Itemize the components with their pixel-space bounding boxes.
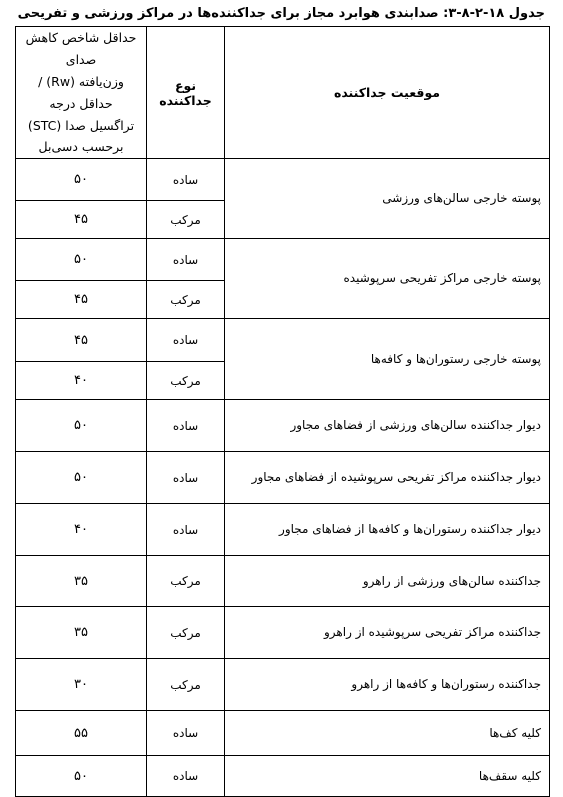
cell-location: کلیه سقف‌ها [225,756,550,797]
header-min-line3: تراگسیل صدا (STC) [27,117,135,133]
cell-min-value: ۳۵ [16,607,147,659]
header-min-line4: برحسب دسی‌بل [38,139,124,155]
cell-location: دیوار جداکننده رستوران‌ها و کافه‌ها از فضاهای مجاور [225,504,550,556]
cell-location: پوسته خارجی مراکز تفریحی سرپوشیده [225,239,550,319]
cell-type: ساده [147,756,225,797]
cell-min-value: ۵۰ [16,452,147,504]
cell-type: مرکب [147,281,225,319]
cell-min-value: ۴۰ [16,504,147,556]
table-row [16,756,550,797]
cell-location: کلیه کف‌ها [225,711,550,756]
cell-type: ساده [147,504,225,556]
cell-location: دیوار جداکننده سالن‌های ورزشی از فضاهای مجاور [225,400,550,452]
sound-insulation-table [15,26,550,797]
cell-min-value: ۵۰ [16,159,147,201]
cell-location: جداکننده رستوران‌ها و کافه‌ها از راهرو [225,659,550,711]
cell-type: ساده [147,319,225,362]
table-row [16,711,550,756]
cell-type: ساده [147,711,225,756]
cell-type: مرکب [147,659,225,711]
table-row [16,400,550,452]
header-row [16,27,550,159]
header-min-index [16,27,147,159]
cell-location: پوسته خارجی سالن‌های ورزشی [225,159,550,239]
table-row [16,556,550,607]
table-row [16,239,550,281]
cell-location: جداکننده مراکز تفریحی سرپوشیده از راهرو [225,607,550,659]
table-body [16,159,550,797]
table-row [16,159,550,201]
cell-location: جداکننده سالن‌های ورزشی از راهرو [225,556,550,607]
table-row [16,452,550,504]
cell-location: پوسته خارجی رستوران‌ها و کافه‌ها [225,319,550,400]
cell-min-value: ۳۰ [16,659,147,711]
cell-type: مرکب [147,607,225,659]
cell-min-value: ۵۰ [16,400,147,452]
cell-min-value: ۵۰ [16,239,147,281]
cell-min-value: ۵۵ [16,711,147,756]
header-min-line2: وزن‌یافته (Rw) / حداقل درجه [38,73,124,111]
table-row [16,319,550,362]
header-type: نوع جداکننده [147,27,225,159]
table-caption: جدول ۱۸-۲-۸-۳: صدابندی هوابرد مجاز برای جداکننده‌ها در مراکز ورزشی و تفریحی [17,6,545,21]
cell-type: مرکب [147,362,225,400]
header-min-line1: حداقل شاخص کاهش صدای [25,30,137,67]
cell-min-value: ۴۰ [16,362,147,400]
header-location: موقعیت جداکننده [225,27,550,159]
cell-type: ساده [147,400,225,452]
cell-location: دیوار جداکننده مراکز تفریحی سرپوشیده از فضاهای مجاور [225,452,550,504]
table-row [16,607,550,659]
cell-min-value: ۴۵ [16,201,147,239]
cell-min-value: ۴۵ [16,319,147,362]
cell-type: مرکب [147,201,225,239]
cell-type: ساده [147,452,225,504]
cell-type: مرکب [147,556,225,607]
cell-min-value: ۴۵ [16,281,147,319]
cell-min-value: ۵۰ [16,756,147,797]
cell-type: ساده [147,159,225,201]
cell-min-value: ۳۵ [16,556,147,607]
cell-type: ساده [147,239,225,281]
table-row [16,659,550,711]
table-row [16,504,550,556]
